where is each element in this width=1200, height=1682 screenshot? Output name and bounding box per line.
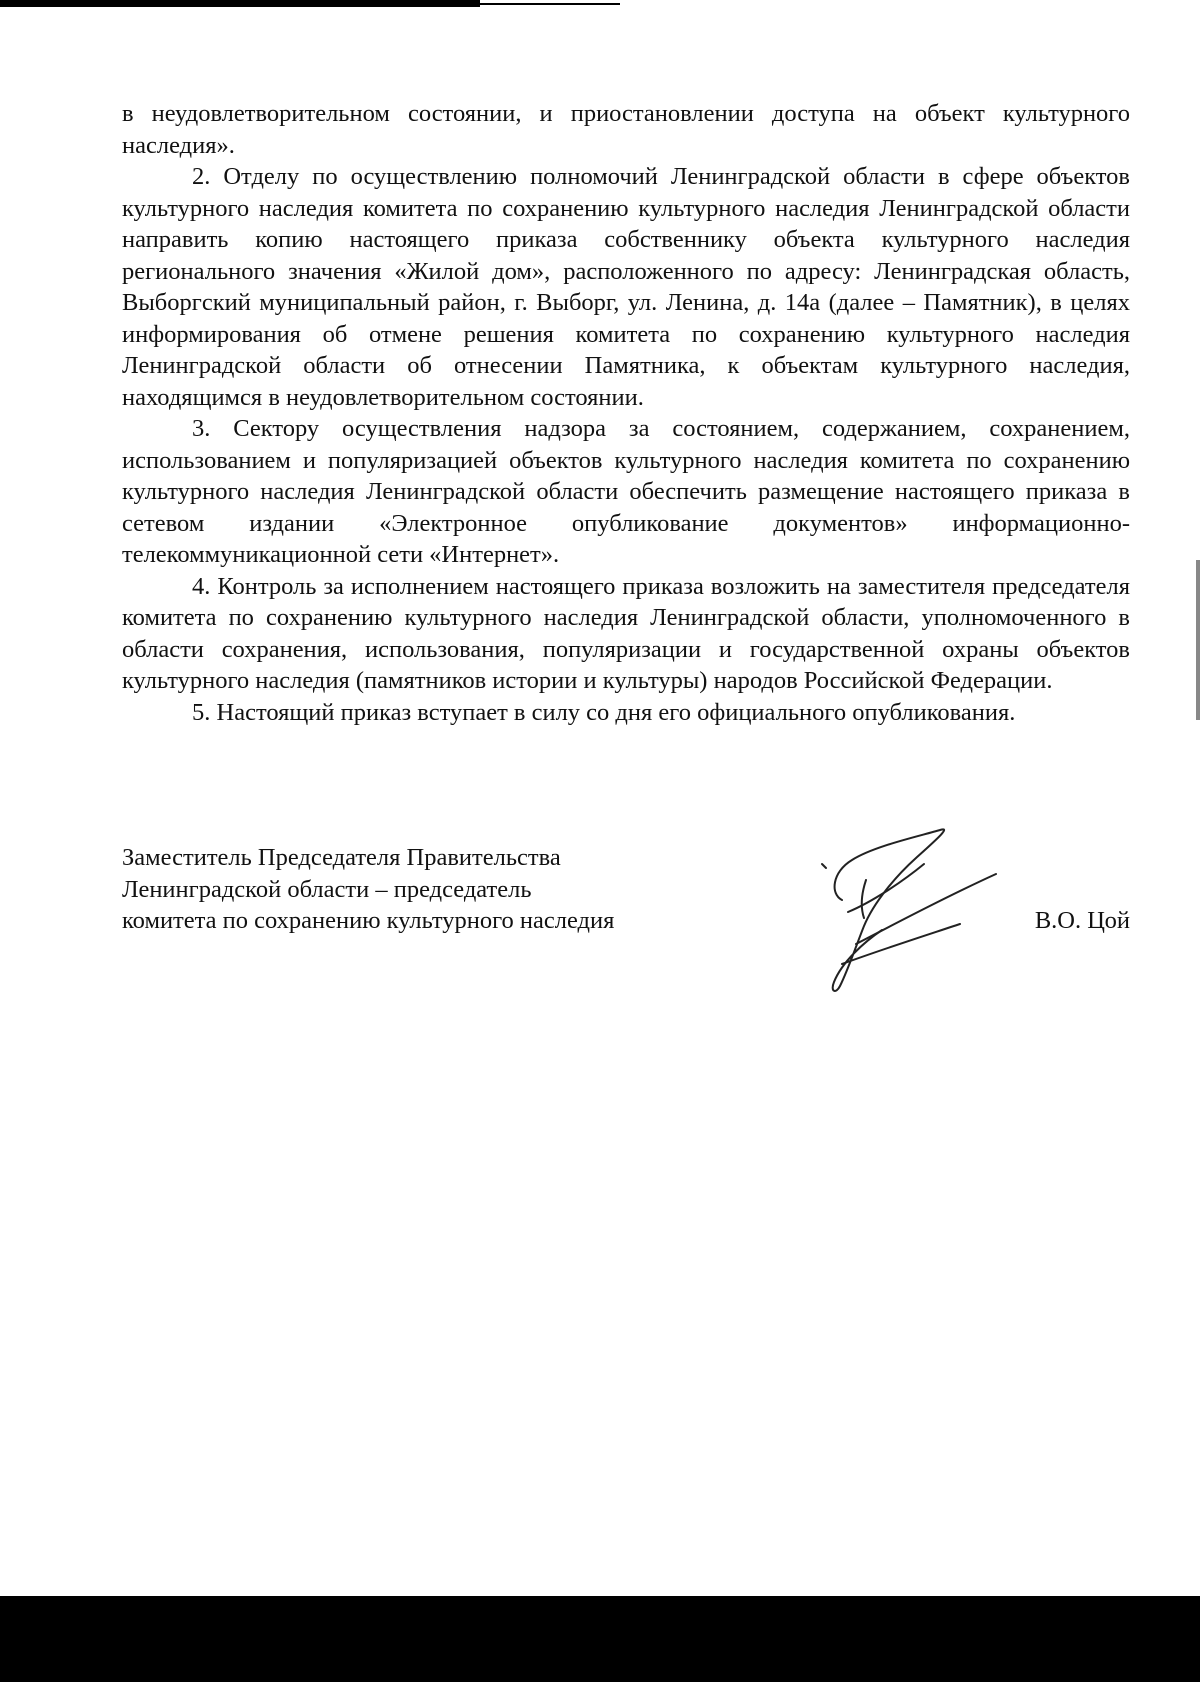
signer-title-line: комитета по сохранению культурного наследия [122, 907, 615, 934]
scan-top-line [480, 3, 620, 5]
paragraph-continuation: в неудовлетворительном состоянии, и приостановлении доступа на объект культурного наследия». [122, 100, 1130, 159]
signer-title-line: Заместитель Председателя Правительства [122, 844, 561, 871]
scan-top-edge [0, 0, 480, 7]
signer-title [122, 842, 614, 937]
signature-block [122, 842, 1130, 1002]
paragraph-item-3: 3. Сектору осуществления надзора за состоянием, содержанием, сохранением, использованием и популяризацией объектов культурного наследия комитета по сохранению культурного наследия Ленинградской области обеспечить размещение настоящего приказа в сетевом издании «Электронное опубликование документов» информационно-телекоммуникационной сети «Интернет». [122, 415, 1130, 568]
paragraph-item-4: 4. Контроль за исполнением настоящего приказа возложить на заместителя председателя комитета по сохранению культурного наследия Ленинградской области, уполномоченного в области сохранения, использования, популяризации и государственной охраны объектов культурного наследия (памятников истории и культуры) народов Российской Федерации. [122, 572, 1130, 694]
signer-title-line: Ленинградской области – председатель [122, 875, 532, 903]
paragraph-item-2: 2. Отделу по осуществлению полномочий Ленинградской области в сфере объектов культурного наследия комитета по сохранению культурного наследия Ленинградской области направить копию настоящего приказа собственнику объекта культурного наследия регионального значения «Жилой дом», расположенного по адресу: Ленинградская область, Выборгский муниципальный район, г. Выборг, ул. Ленина, д. 14а (далее – Памятник), в целях информирования об отмене решения комитета по сохранению культурного наследия Ленинградской области об отнесении Памятника, к объектам культурного наследия, находящимся в неудовлетворительном состоянии. [122, 163, 1130, 411]
signer-name: В.О. Цой [1034, 907, 1130, 934]
scan-bottom-edge [0, 1596, 1200, 1682]
paragraph-item-5: 5. Настоящий приказ вступает в силу со дня его официального опубликования. [192, 698, 1016, 726]
handwritten-signature [812, 822, 1012, 1002]
document-body [122, 98, 1130, 728]
scan-right-edge-mark [1196, 560, 1200, 720]
